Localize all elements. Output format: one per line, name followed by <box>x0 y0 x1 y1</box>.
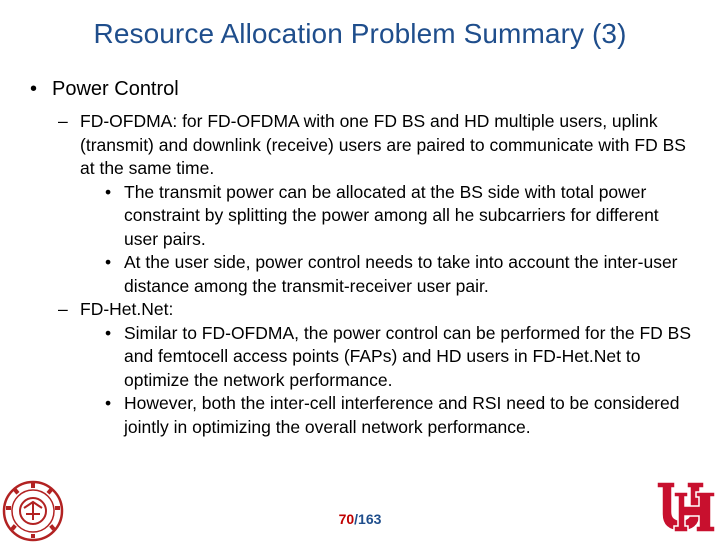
bullet-glyph: • <box>105 252 112 272</box>
subsubbullet-text: However, both the inter-cell interference and RSI need to be considered jointly in optimizing the overall network performance. <box>124 393 680 437</box>
uh-interlocking-logo-icon <box>654 478 718 536</box>
subsubbullet-text: The transmit power can be allocated at the BS side with total power constraint by splitting the power among all he subcarriers for different user pairs. <box>124 181 659 249</box>
bullet-glyph: • <box>105 181 112 202</box>
bullet-glyph: • <box>105 322 112 343</box>
subbullet-fd-ofdma <box>58 110 695 181</box>
slide-title: Resource Allocation Problem Summary (3) <box>93 18 627 49</box>
dash-glyph: – <box>58 111 68 131</box>
page-current: 70 <box>338 511 355 527</box>
dash-glyph: – <box>58 299 68 319</box>
subsubbullet-text: Similar to FD-OFDMA, the power control can be performed for the FD BS and femtocell access points (FAPs) and HD users in FD-Het.Net to optimize the network performance. <box>124 322 691 390</box>
bullet-text: Power Control <box>52 78 179 100</box>
bullet-glyph: • <box>30 78 38 100</box>
subsubbullet-user-power <box>105 251 695 298</box>
slide-body <box>30 76 695 439</box>
subbullet-text: FD-OFDMA: for FD-OFDMA with one FD BS and HD multiple users, uplink (transmit) and downlink (receive) users are paired to communicate with FD BS at the same time. <box>80 111 686 178</box>
subbullet-fd-hetnet <box>58 298 695 322</box>
page-number <box>0 511 720 527</box>
subsubbullet-however <box>105 392 695 439</box>
subbullet-text: FD-Het.Net: <box>80 299 174 319</box>
subsubbullet-bs-power <box>105 181 695 252</box>
page-total: /163 <box>354 511 382 527</box>
bullet-power-control <box>30 76 695 102</box>
subsubbullet-similar <box>105 322 695 393</box>
subsubbullet-text: At the user side, power control needs to take into account the inter-user distance among the transmit-receiver user pair. <box>124 252 678 296</box>
bullet-glyph: • <box>105 393 112 413</box>
